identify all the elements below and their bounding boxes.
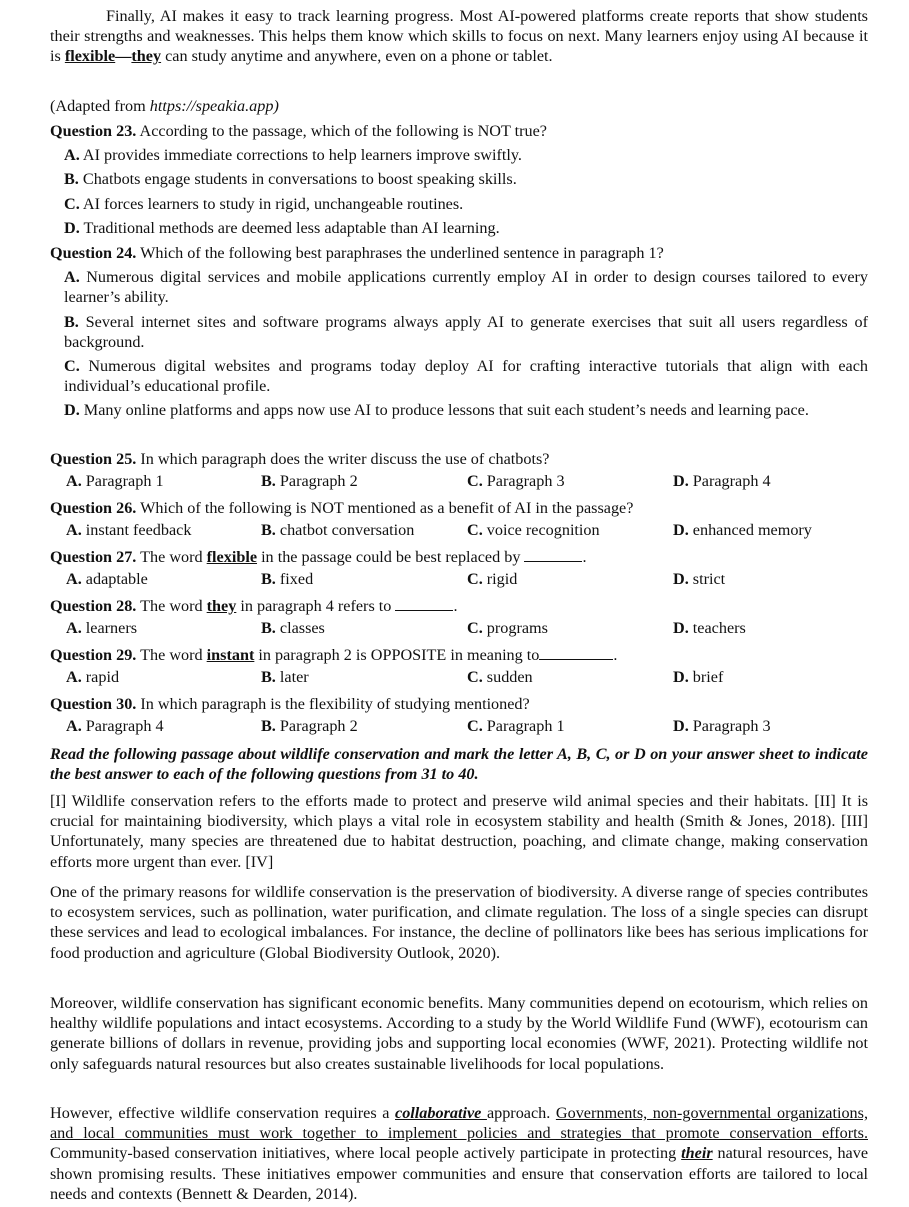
option-d[interactable] (673, 618, 868, 638)
option-d[interactable] (673, 569, 868, 589)
question-number: Question 30. (50, 695, 137, 713)
wildlife-paragraph-2 (50, 882, 868, 963)
option-text: Paragraph 2 (275, 717, 358, 736)
wildlife-paragraph-4 (50, 1103, 868, 1204)
option-text: Paragraph 4 (688, 472, 771, 491)
option-a[interactable] (50, 667, 261, 687)
option-text: classes (275, 619, 325, 638)
option-d[interactable] (673, 716, 868, 736)
option-text: Paragraph 2 (275, 472, 358, 491)
question-27 (50, 547, 868, 592)
option-b[interactable] (261, 569, 467, 589)
option-a[interactable] (50, 145, 868, 165)
option-d[interactable] (673, 520, 868, 540)
option-b[interactable] (50, 312, 868, 352)
option-d[interactable] (673, 471, 868, 491)
paragraph-text: approach. (486, 1104, 556, 1122)
option-text: rigid (482, 570, 518, 589)
question-number: Question 23. (50, 122, 137, 140)
question-text-end: in the passage could be best replaced by (257, 548, 525, 566)
option-text: learners (81, 619, 138, 638)
option-a[interactable] (50, 716, 261, 736)
option-letter: A. (64, 146, 80, 165)
target-word: they (206, 597, 237, 615)
paragraph-text: However, effective wildlife conservation requires a (50, 1104, 396, 1122)
option-text: Paragraph 3 (482, 472, 565, 491)
option-text: fixed (275, 570, 314, 589)
option-a[interactable] (50, 569, 261, 589)
option-a[interactable] (50, 267, 868, 307)
question-24 (50, 243, 868, 421)
option-text: enhanced memory (688, 521, 812, 540)
question-30 (50, 694, 868, 739)
question-number: Question 28. (50, 597, 137, 615)
options-row (50, 518, 868, 543)
option-text: Paragraph 3 (688, 717, 771, 736)
option-letter: D. (673, 619, 689, 638)
option-letter: A. (66, 472, 82, 491)
option-b[interactable] (50, 169, 868, 189)
option-letter: B. (261, 521, 276, 540)
option-d[interactable] (50, 400, 868, 420)
period: . (613, 646, 618, 664)
question-26 (50, 498, 868, 543)
option-letter: A. (66, 668, 82, 687)
question-text-end: in paragraph 2 is OPPOSITE in meaning to (254, 646, 540, 664)
answer-blank (539, 647, 613, 660)
option-letter: D. (673, 668, 689, 687)
option-d[interactable] (50, 218, 868, 238)
option-letter: B. (261, 717, 276, 736)
option-letter: B. (64, 312, 79, 331)
options-row (50, 567, 868, 592)
options-row (50, 616, 868, 641)
option-text: Paragraph 1 (81, 472, 164, 491)
option-letter: A. (66, 570, 82, 589)
option-letter: C. (467, 717, 483, 736)
paragraph-text: natural resources, have shown promising results. These initiatives empower communities and ensure that conservation efforts are tailored to local needs and contexts (Bennett & Dearden, 2014). (50, 1144, 869, 1203)
underlined-sentence: Governments, non-governmental organizations, and local communities must work together to implement policies and strategies that promote conservation efforts. (50, 1104, 868, 1143)
question-text: The word (136, 548, 207, 566)
option-a[interactable] (50, 520, 261, 540)
wildlife-paragraph-3 (50, 993, 868, 1074)
question-number: Question 29. (50, 646, 137, 664)
option-letter: B. (261, 570, 276, 589)
options-row (50, 469, 868, 494)
option-letter: C. (64, 194, 80, 213)
option-text: voice recognition (482, 521, 600, 540)
paragraph-text: [I] Wildlife conservation refers to the efforts made to protect and preserve wild animal species and their habitats. [II] It is crucial for maintaining biodiversity, which plays a vital role in ecosystem stability and health (Smith & Jones, 2018). [III] Unfortunately, many species are threatened due to habitat destruction, poaching, and climate change, making conservation efforts more urgent than ever. [IV] (50, 792, 868, 871)
option-letter: A. (66, 521, 82, 540)
question-text: The word (136, 646, 207, 664)
option-letter: B. (261, 668, 276, 687)
option-c[interactable] (467, 520, 673, 540)
option-text: sudden (482, 668, 533, 687)
option-text: instant feedback (81, 521, 192, 540)
target-word: flexible (206, 548, 258, 566)
section-instruction (50, 744, 868, 784)
answer-blank (524, 549, 582, 562)
option-letter: C. (64, 357, 80, 376)
option-text: Traditional methods are deemed less adaptable than AI learning. (79, 218, 500, 237)
question-text: According to the passage, which of the following is NOT true? (136, 122, 547, 140)
option-text: strict (688, 570, 726, 589)
p4-text-end: can study anytime and anywhere, even on a phone or tablet. (161, 47, 553, 66)
option-text: Chatbots engage students in conversations to boost speaking skills. (78, 170, 517, 189)
option-text: AI forces learners to study in rigid, unchangeable routines. (79, 194, 464, 213)
instruction-text: Read the following passage about wildlife conservation and mark the letter A, B, C, or D on your answer sheet to indicate the best answer to each of the following questions from 31 to 40. (50, 745, 868, 784)
target-word: instant (206, 646, 255, 664)
question-29 (50, 645, 868, 690)
question-text: The word (136, 597, 207, 615)
question-text: In which paragraph is the flexibility of studying mentioned? (136, 695, 530, 713)
option-letter: D. (673, 717, 689, 736)
option-c[interactable] (467, 569, 673, 589)
option-letter: D. (64, 218, 80, 237)
word-collaborative: collaborative (395, 1104, 487, 1122)
options-row (50, 665, 868, 690)
option-letter: A. (66, 619, 82, 638)
option-letter: D. (673, 570, 689, 589)
period: . (453, 597, 458, 615)
option-c[interactable] (50, 356, 868, 396)
option-letter: C. (467, 472, 483, 491)
question-number: Question 25. (50, 450, 137, 468)
wildlife-paragraph-1 (50, 791, 868, 872)
option-text: Several internet sites and software programs always apply AI to generate exercises that suit all users regardless of background. (64, 312, 868, 351)
option-letter: D. (673, 521, 689, 540)
option-b[interactable] (261, 520, 467, 540)
word-they: they (131, 47, 162, 66)
option-text: brief (688, 668, 724, 687)
options-row (50, 714, 868, 739)
paragraph-text: Community-based conservation initiatives, where local people actively participate in protecting (50, 1144, 682, 1163)
option-c[interactable] (467, 471, 673, 491)
option-text: rapid (81, 668, 120, 687)
option-text: later (275, 668, 309, 687)
option-letter: D. (64, 401, 80, 420)
option-letter: B. (64, 170, 79, 189)
question-number: Question 26. (50, 499, 137, 517)
option-text: chatbot conversation (275, 521, 415, 540)
word-flexible: flexible (64, 47, 116, 66)
option-letter: B. (261, 619, 276, 638)
question-23 (50, 121, 868, 238)
source-url: https://speakia.app) (149, 97, 279, 115)
dash: — (115, 47, 132, 66)
question-25 (50, 449, 868, 494)
passage-paragraph-4 (50, 6, 868, 67)
option-text: adaptable (81, 570, 148, 589)
option-letter: C. (467, 619, 483, 638)
source-line (50, 96, 868, 116)
option-b[interactable] (261, 667, 467, 687)
p4-text: Finally, AI makes it easy to track learning progress. Most AI-powered platforms create reports that show students their strengths and weaknesses. This helps them know which skills to focus on next. Many learners enjoy using AI because it is (50, 7, 868, 66)
option-letter: D. (673, 472, 689, 491)
option-text: Paragraph 4 (81, 717, 164, 736)
question-28 (50, 596, 868, 641)
period: . (582, 548, 587, 566)
option-letter: C. (467, 668, 483, 687)
option-letter: A. (64, 268, 80, 287)
option-text: teachers (688, 619, 746, 638)
option-text: Paragraph 1 (482, 717, 565, 736)
question-text: Which of the following best paraphrases the underlined sentence in paragraph 1? (136, 244, 664, 262)
question-number: Question 24. (50, 244, 137, 262)
option-letter: B. (261, 472, 276, 491)
option-a[interactable] (50, 618, 261, 638)
option-b[interactable] (261, 618, 467, 638)
question-number: Question 27. (50, 548, 137, 566)
question-text: In which paragraph does the writer discuss the use of chatbots? (136, 450, 550, 468)
option-c[interactable] (467, 716, 673, 736)
option-a[interactable] (50, 471, 261, 491)
answer-blank (395, 598, 453, 611)
option-d[interactable] (673, 667, 868, 687)
option-text: programs (482, 619, 548, 638)
option-letter: C. (467, 570, 483, 589)
option-c[interactable] (467, 667, 673, 687)
option-text: Many online platforms and apps now use AI to produce lessons that suit each student’s needs and learning pace. (79, 401, 809, 420)
question-text-end: in paragraph 4 refers to (236, 597, 396, 615)
word-their: their (681, 1144, 713, 1163)
paragraph-text: One of the primary reasons for wildlife conservation is the preservation of biodiversity. A diverse range of species contributes to ecosystem services, such as pollination, water purification, and climate regulation. The loss of a single species can disrupt these services and lead to ecological imbalances. For instance, the decline of pollinators like bees has serious implications for food production and agriculture (Global Biodiversity Outlook, 2020). (50, 883, 868, 962)
paragraph-text: Moreover, wildlife conservation has significant economic benefits. Many communities depend on ecotourism, which relies on healthy wildlife populations and intact ecosystems. According to a study by the World Wildlife Fund (WWF), ecotourism can generate billions of dollars in revenue, providing jobs and supporting local economies (WWF, 2021). Protecting wildlife not only safeguards natural resources but also creates sustainable livelihoods for local populations. (50, 994, 868, 1073)
option-text: AI provides immediate corrections to help learners improve swiftly. (79, 146, 522, 165)
option-letter: A. (66, 717, 82, 736)
option-letter: C. (467, 521, 483, 540)
option-b[interactable] (261, 471, 467, 491)
option-c[interactable] (467, 618, 673, 638)
question-text: Which of the following is NOT mentioned as a benefit of AI in the passage? (136, 499, 634, 517)
option-text: Numerous digital websites and programs today deploy AI for crafting interactive tutorials that align with each individual’s educational profile. (64, 357, 868, 396)
option-c[interactable] (50, 194, 868, 214)
option-text: Numerous digital services and mobile applications currently employ AI in order to design courses tailored to every learner’s ability. (64, 268, 868, 307)
source-prefix: (Adapted from (50, 97, 150, 115)
option-b[interactable] (261, 716, 467, 736)
